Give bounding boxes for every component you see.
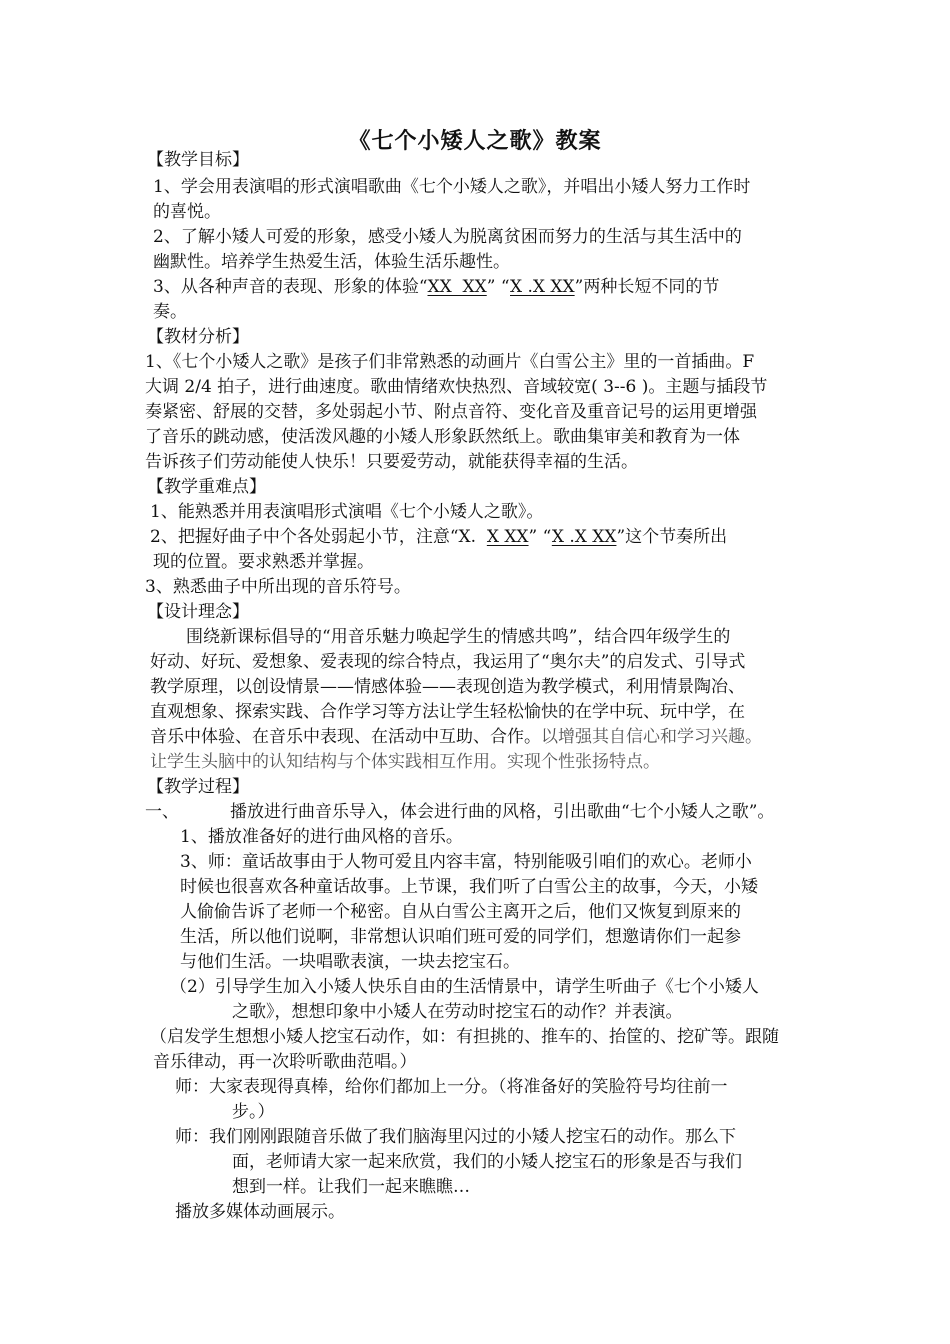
text-segment: 以增强其自信心和学习兴趣。 <box>541 727 762 747</box>
design-line: 教学原理，以创设情景——情感体验——表现创造为教学模式，利用情景陶冶、 <box>150 677 745 697</box>
text-segment: ” “ <box>528 527 552 547</box>
process-line: 师：我们刚刚跟随音乐做了我们脑海里闪过的小矮人挖宝石的动作。那么下 <box>175 1127 736 1147</box>
key-point-line: 3、熟悉曲子中所出现的音乐符号。 <box>145 577 411 597</box>
analysis-line: 了音乐的跳动感，使活泼风趣的小矮人形象跃然纸上。歌曲集审美和教育为一体 <box>145 427 740 447</box>
document-title: 《七个小矮人之歌》教案 <box>348 128 602 154</box>
process-line: 播放多媒体动画展示。 <box>175 1202 345 1222</box>
text-segment: 2、把握好曲子中个各处弱起小节，注意“X. <box>150 527 487 547</box>
process-line: 与他们生活。一块唱歌表演，一块去挖宝石。 <box>180 952 520 972</box>
rhythm-notation: X XX <box>486 527 529 547</box>
process-line: 1、播放准备好的进行曲风格的音乐。 <box>180 827 463 847</box>
text-segment: ”这个节奏所出 <box>616 527 728 547</box>
process-line: 之歌》，想想印象中小矮人在劳动时挖宝石的动作？并表演。 <box>232 1002 683 1022</box>
process-line: 人偷偷告诉了老师一个秘密。自从白雪公主离开之后，他们又恢复到原来的 <box>180 902 741 922</box>
objective-line: 2、了解小矮人可爱的形象，感受小矮人为脱离贫困而努力的生活与其生活中的 <box>153 227 742 247</box>
objective-line: 奏。 <box>153 302 187 322</box>
process-line: 师：大家表现得真棒，给你们都加上一分。（将准备好的笑脸符号均往前一 <box>175 1077 728 1097</box>
process-line: 3、师：童话故事由于人物可爱且内容丰富，特别能吸引咱们的欢心。老师小 <box>180 852 752 872</box>
section-heading-design: 【设计理念】 <box>147 602 249 622</box>
design-line: 围绕新课标倡导的“用音乐魅力唤起学生的情感共鸣”，结合四年级学生的 <box>186 627 731 647</box>
analysis-line: 奏紧密、舒展的交替，多处弱起小节、附点音符、变化音及重音记号的运用更增强 <box>145 402 757 422</box>
process-line: 时候也很喜欢各种童话故事。上节课，我们听了白雪公主的故事，今天，小矮 <box>180 877 758 897</box>
key-point-line: 现的位置。要求熟悉并掌握。 <box>153 552 374 572</box>
objective-line: 的喜悦。 <box>153 202 221 222</box>
text-segment: ”两种长短不同的节 <box>574 277 720 297</box>
text-segment: ” “ <box>486 277 510 297</box>
process-line: 播放进行曲音乐导入，体会进行曲的风格，引出歌曲“七个小矮人之歌”。 <box>230 802 775 822</box>
design-line: 让学生头脑中的认知结构与个体实践相互作用。实现个性张扬特点。 <box>150 752 660 772</box>
rhythm-notation: X .X XX <box>510 277 575 297</box>
process-line: 步。） <box>232 1102 275 1122</box>
analysis-line: 1、《七个小矮人之歌》是孩子们非常熟悉的动画片《白雪公主》里的一首插曲。F <box>145 352 755 372</box>
section-heading-key-points: 【教学重难点】 <box>147 477 266 497</box>
analysis-line: 大调 2/4 拍子，进行曲速度。歌曲情绪欢快热烈、音域较宽( 3--6 )。主题与插段节 <box>145 377 768 397</box>
design-line <box>150 725 762 750</box>
section-heading-process: 【教学过程】 <box>147 777 249 797</box>
text-segment: 3、从各种声音的表现、形象的体验“ <box>153 277 428 297</box>
objective-line: 1、学会用表演唱的形式演唱歌曲《七个小矮人之歌》，并唱出小矮人努力工作时 <box>153 177 751 197</box>
process-line: （2）引导学生加入小矮人快乐自由的生活情景中，请学生听曲子《七个小矮人 <box>170 977 759 997</box>
objective-line: 幽默性。培养学生热爱生活，体验生活乐趣性。 <box>153 252 510 272</box>
section-heading-objectives: 【教学目标】 <box>147 150 249 170</box>
rhythm-notation: XX XX <box>427 277 487 297</box>
section-heading-materials: 【教材分析】 <box>147 327 249 347</box>
analysis-line: 告诉孩子们劳动能使人快乐！只要爱劳动，就能获得幸福的生活。 <box>145 452 638 472</box>
key-point-line: 1、能熟悉并用表演唱形式演唱《七个小矮人之歌》。 <box>150 502 544 522</box>
design-line: 直观想象、探索实践、合作学习等方法让学生轻松愉快的在学中玩、玩中学，在 <box>150 702 745 722</box>
key-point-line-rhythm <box>150 525 727 550</box>
rhythm-notation: X .X XX <box>551 527 617 547</box>
process-step-number: 一、 <box>145 802 179 822</box>
process-line: （启发学生想想小矮人挖宝石动作，如：有担挑的、推车的、抬筐的、挖矿等。跟随 <box>150 1027 779 1047</box>
text-segment: 音乐中体验、在音乐中表现、在活动中互助、合作。 <box>150 727 541 747</box>
process-line: 音乐律动，再一次聆听歌曲范唱。） <box>153 1052 417 1072</box>
process-line: 面，老师请大家一起来欣赏，我们的小矮人挖宝石的形象是否与我们 <box>232 1152 742 1172</box>
process-line: 想到一样。让我们一起来瞧瞧… <box>232 1177 470 1197</box>
objective-line-rhythm <box>153 275 719 300</box>
design-line: 好动、好玩、爱想象、爱表现的综合特点，我运用了“奥尔夫”的启发式、引导式 <box>150 652 746 672</box>
process-line: 生活，所以他们说啊，非常想认识咱们班可爱的同学们，想邀请你们一起参 <box>180 927 741 947</box>
